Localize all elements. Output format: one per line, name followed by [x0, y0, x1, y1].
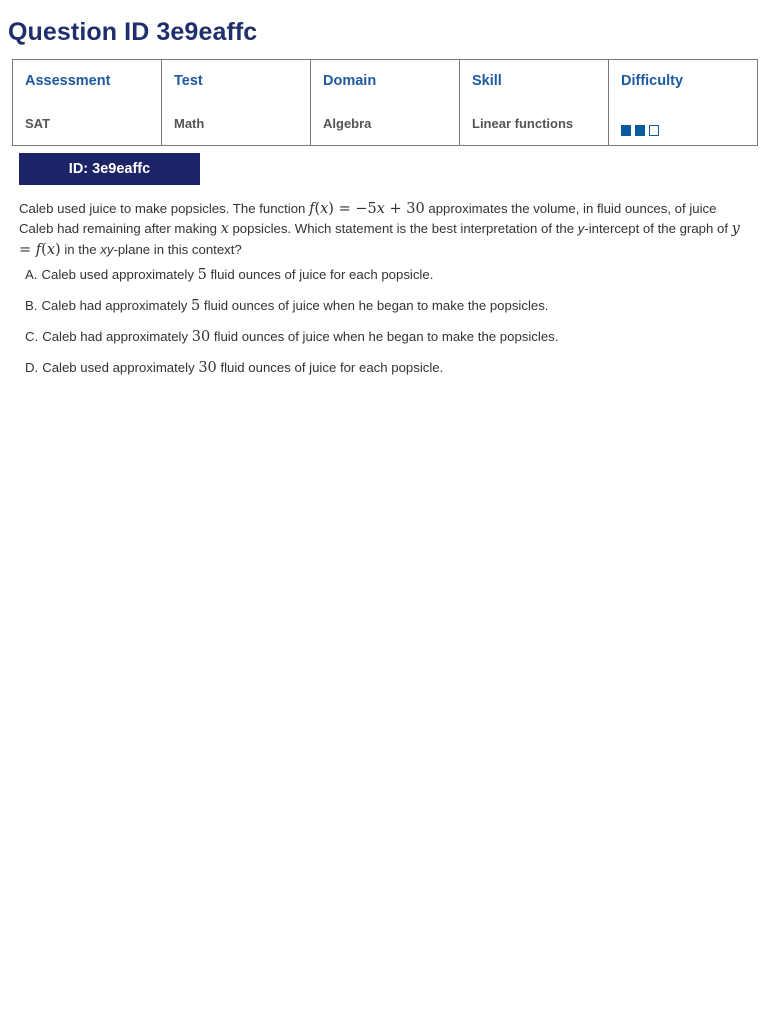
- question-text-6: -plane in this context?: [113, 241, 242, 257]
- math-x: x: [376, 201, 385, 217]
- answer-choice-c[interactable]: [25, 326, 745, 357]
- answer-choices: [25, 264, 745, 388]
- choice-letter: D.: [25, 360, 39, 375]
- difficulty-box-2: [635, 125, 645, 136]
- difficulty-box-3: [649, 125, 659, 136]
- choice-number: 30: [198, 360, 217, 376]
- math-x: x: [320, 201, 329, 217]
- choice-text-post: fluid ounces of juice when he began to make the popsicles.: [210, 329, 559, 344]
- question-text-3: popsicles. Which statement is the best interpretation of the: [228, 221, 578, 237]
- meta-cell-skill: [460, 60, 609, 146]
- choice-text-post: fluid ounces of juice for each popsicle.: [206, 267, 434, 282]
- y-italic: y: [577, 221, 585, 237]
- choice-text-post: fluid ounces of juice when he began to make the popsicles.: [200, 298, 549, 313]
- meta-header-difficulty: Difficulty: [621, 73, 684, 89]
- choice-text-pre: Caleb had approximately: [41, 298, 192, 313]
- choice-number: 30: [191, 329, 211, 345]
- page-title: Question ID 3e9eaffc: [8, 18, 258, 46]
- answer-choice-d[interactable]: [25, 357, 745, 388]
- math-x: x: [46, 241, 55, 258]
- question-text-1: Caleb used juice to make popsicles. The function: [19, 201, 310, 216]
- math-y: y: [731, 221, 740, 238]
- meta-header-test: Test: [174, 73, 203, 89]
- choice-letter: A.: [25, 267, 38, 282]
- math-f: f: [309, 201, 315, 217]
- choice-text-pre: Caleb had approximately: [42, 329, 192, 344]
- meta-cell-difficulty: [609, 60, 758, 146]
- meta-header-assessment: Assessment: [25, 73, 111, 89]
- meta-header-skill: Skill: [472, 73, 502, 89]
- xy-italic: xy: [100, 241, 114, 257]
- question-metadata-table: [12, 59, 758, 146]
- meta-value-domain: Algebra: [323, 116, 372, 131]
- meta-cell-test: [162, 60, 311, 146]
- choice-number: 5: [197, 267, 207, 283]
- math-eq: =: [19, 241, 36, 258]
- meta-value-assessment: SAT: [25, 116, 51, 131]
- question-stem: [19, 199, 747, 260]
- math-rparen-eq: ) = −5: [328, 201, 377, 217]
- answer-choice-a[interactable]: [25, 264, 745, 295]
- meta-cell-domain: [311, 60, 460, 146]
- meta-value-skill: Linear functions: [472, 116, 574, 131]
- choice-text-post: fluid ounces of juice for each popsicle.: [216, 360, 444, 375]
- question-text-4: -intercept of the graph of: [584, 221, 732, 237]
- question-text-5: in the: [60, 241, 101, 257]
- math-lparen: (: [41, 241, 47, 258]
- question-text-2: approximates the volume, in fluid ounces, of juice Caleb had remaining after making: [19, 201, 717, 237]
- choice-text-pre: Caleb used approximately: [41, 267, 198, 282]
- choice-number: 5: [191, 298, 201, 314]
- meta-header-domain: Domain: [323, 73, 377, 89]
- math-f: f: [35, 241, 42, 258]
- answer-choice-b[interactable]: [25, 295, 745, 326]
- choice-letter: B.: [25, 298, 38, 313]
- meta-cell-assessment: [13, 60, 162, 146]
- math-plus-const: + 30: [384, 201, 425, 217]
- math-rparen: ): [55, 241, 61, 258]
- difficulty-box-1: [621, 125, 631, 136]
- difficulty-indicator: [621, 125, 659, 136]
- function-expression: [309, 201, 425, 217]
- meta-value-test: Math: [174, 116, 205, 131]
- choice-letter: C.: [25, 329, 39, 344]
- question-id-banner: ID: 3e9eaffc: [19, 153, 200, 185]
- math-lparen: (: [314, 201, 321, 217]
- choice-text-pre: Caleb used approximately: [42, 360, 199, 375]
- math-x: x: [220, 221, 229, 238]
